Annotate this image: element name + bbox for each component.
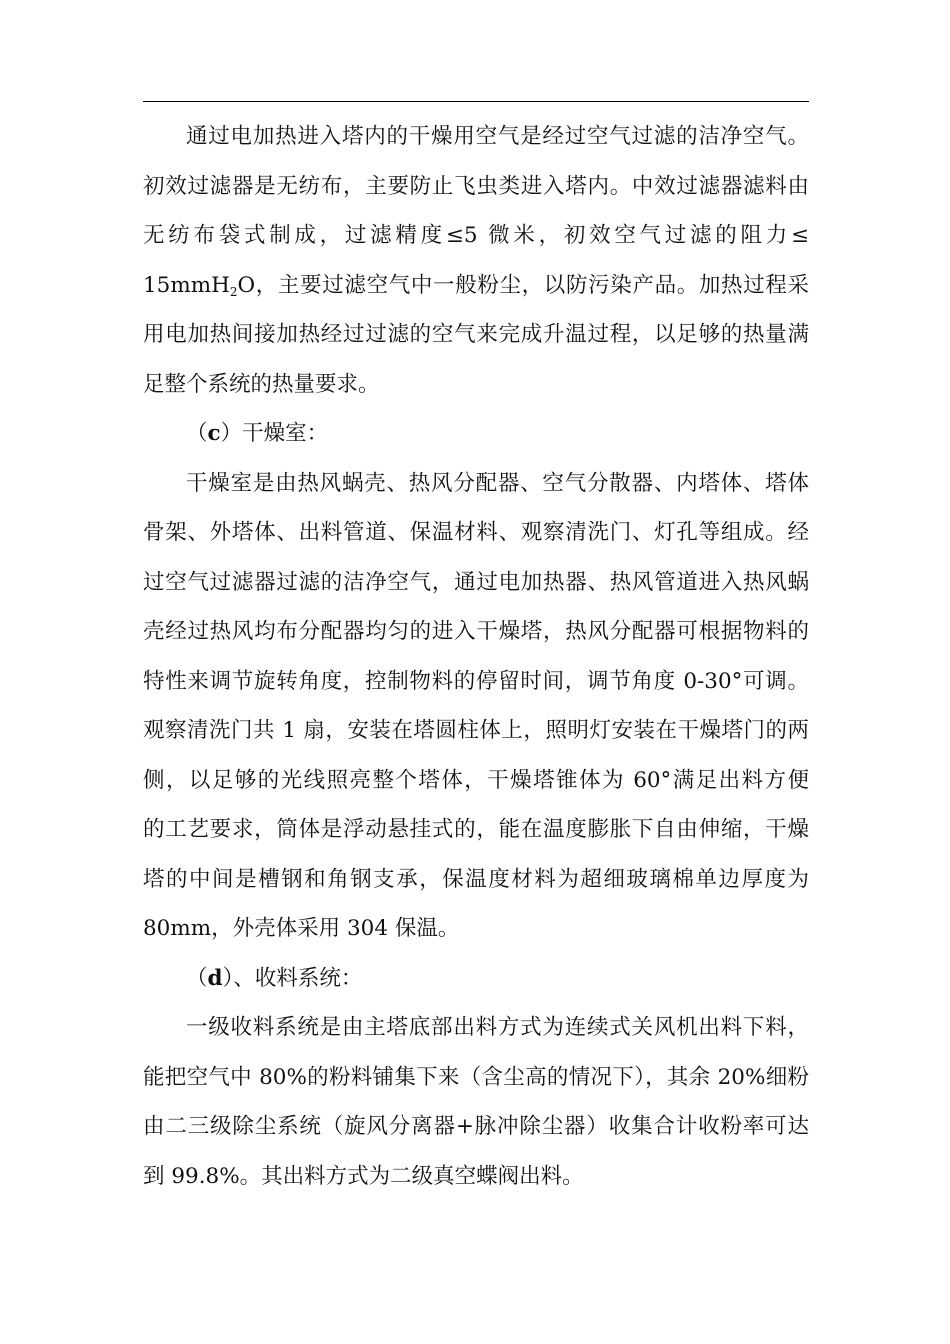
- paragraph-air-filtration: [143, 112, 809, 409]
- formula-suffix: O，主要过滤空气中一般粉尘，以防污染产品。加热过程采: [237, 272, 809, 298]
- heading-letter: d: [207, 965, 223, 991]
- text-line: 骨架、外塔体、出料管道、保温材料、观察清洗门、灯孔等组成。经: [143, 520, 809, 545]
- text-line: 用电加热间接加热经过过滤的空气来完成升温过程，以足够的热量满: [143, 322, 809, 347]
- text-line: 初效过滤器是无纺布，主要防止飞虫类进入塔内。中效过滤器滤料由: [143, 173, 809, 199]
- text-line: 到 99.8%。其出料方式为二级真空蝶阀出料。: [143, 1163, 584, 1189]
- text-line: 通过电加热进入塔内的干燥用空气是经过空气过滤的洁净空气。: [186, 124, 809, 149]
- formula-prefix: 15mmH: [143, 272, 230, 298]
- text-line: 过空气过滤器过滤的洁净空气，通过电加热器、热风管道进入热风蜗: [143, 569, 809, 595]
- text-line: 干燥室是由热风蜗壳、热风分配器、空气分散器、内塔体、塔体: [186, 470, 809, 496]
- text-line: 壳经过热风均布分配器均匀的进入干燥塔，热风分配器可根据物料的: [143, 619, 809, 644]
- header-rule: [143, 101, 809, 102]
- text-line: 一级收料系统是由主塔底部出料方式为连续式关风机出料下料，: [186, 1015, 809, 1040]
- section-heading-drying-chamber: [143, 409, 809, 459]
- text-line: 足整个系统的热量要求。: [143, 371, 380, 397]
- paragraph-collection-system: [143, 1003, 809, 1201]
- text-line: 80mm，外壳体采用 304 保温。: [143, 916, 460, 941]
- text-line: 的工艺要求，筒体是浮动悬挂式的，能在温度膨胀下自由伸缩，干燥: [143, 817, 809, 842]
- text-line: 由二三级除尘系统（旋风分离器+脉冲除尘器）收集合计收粉率可达: [143, 1114, 809, 1139]
- text-line: 无纺布袋式制成，过滤精度≤5 微米，初效空气过滤的阻力≤: [143, 223, 809, 248]
- document-body: [143, 112, 809, 1201]
- formula-subscript: 2: [229, 284, 238, 299]
- heading-open: （: [186, 421, 208, 446]
- text-line: 能把空气中 80%的粉料铺集下来（含尘高的情况下），其余 20%细粉: [143, 1064, 809, 1090]
- heading-open: （: [186, 965, 208, 991]
- text-line: 特性来调节旋转角度，控制物料的停留时间，调节角度 0-30°可调。: [143, 668, 809, 694]
- heading-title: ）、收料系统：: [222, 965, 363, 991]
- paragraph-drying-chamber: [143, 459, 809, 954]
- heading-title: ）干燥室：: [220, 421, 329, 446]
- text-line: 观察清洗门共 1 扇，安装在塔圆柱体上，照明灯安装在干燥塔门的两: [143, 718, 809, 743]
- text-line-with-subscript: [143, 261, 809, 311]
- section-heading-collection-system: [143, 954, 809, 1004]
- text-line: 塔的中间是槽钢和角钢支承，保温度材料为超细玻璃棉单边厚度为: [143, 866, 809, 892]
- text-line: 侧，以足够的光线照亮整个塔体，干燥塔锥体为 60°满足出料方便: [143, 767, 809, 793]
- heading-letter: c: [207, 421, 221, 446]
